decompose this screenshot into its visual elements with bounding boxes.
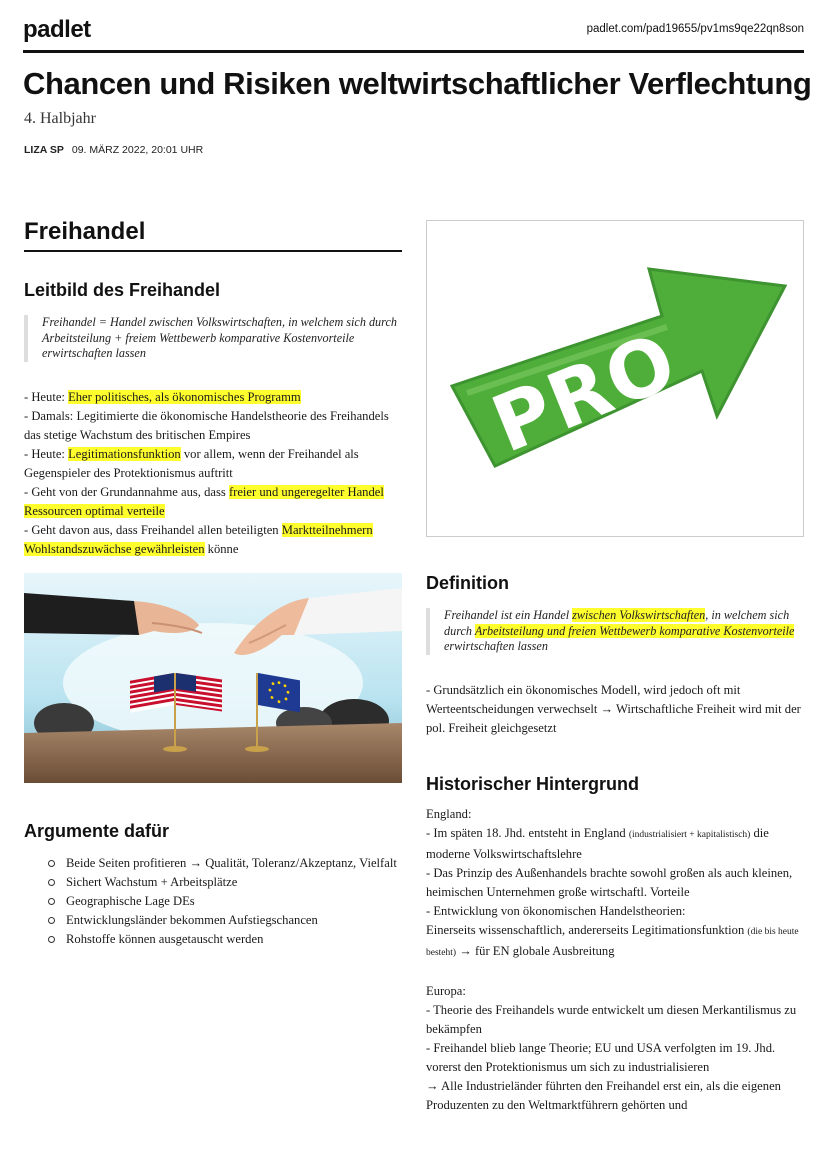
- page-title: Chancen und Risiken weltwirtschaftlicher Verflechtung: [23, 66, 812, 101]
- historisch-line: - Das Prinzip des Außenhandels brachte sowohl großen als auch kleinen, heimischen Unternehmen große wirtschaftl. Vorteile: [426, 865, 793, 899]
- highlight: Arbeitsteilung und freien Wettbewerb komparative Kostenvorteile: [474, 623, 795, 638]
- definition-text: - Grundsätzlich ein ökonomisches Modell, wird jedoch oft mit Werteentscheidungen verwechselt → Wirtschaftliche Freiheit wird mit der pol. Freiheit gleichgesetzt: [426, 682, 801, 735]
- post-meta: [24, 144, 203, 156]
- highlight: Legitimationsfunktion: [68, 446, 181, 461]
- historisch-line: - Im späten 18. Jhd. entsteht in England (industrialisiert + kapitalistisch) die moderne Volkswirtschaftslehre: [426, 825, 769, 861]
- handshake-illustration: [24, 573, 402, 783]
- historisch-line: England:: [426, 806, 472, 821]
- heading-argumente: Argumente dafür: [24, 820, 170, 841]
- historisch-line: - Theorie des Freihandels wurde entwickelt um diesen Merkantilismus zu bekämpfen: [426, 1002, 797, 1036]
- argumente-list: [24, 854, 402, 949]
- leitbild-line: - Damals: Legitimierte die ökonomische Handelstheorie des Freihandels das stetige Wachstum des britischen Empires: [24, 408, 389, 442]
- page-url[interactable]: padlet.com/pad19655/pv1ms9qe22qn8son: [586, 23, 804, 35]
- author-name: LIZA SP: [24, 144, 64, 156]
- heading-historisch: Historischer Hintergrund: [426, 773, 640, 794]
- leitbild-quote: Freihandel = Handel zwischen Volkswirtschaften, in welchem sich durch Arbeitsteilung + freiem Wettbewerb komparative Kostenvorteile erwirtschaften lassen: [24, 315, 402, 362]
- small-note: (die bis heute besteht): [426, 926, 799, 958]
- heading-leitbild: Leitbild des Freihandel: [24, 280, 221, 300]
- page-subtitle: 4. Halbjahr: [24, 110, 96, 127]
- leitbild-line: - Heute: Eher politisches, als ökonomisches Programm: [24, 389, 301, 404]
- list-item: Geographische Lage DEs: [48, 892, 402, 911]
- left-column: [24, 218, 402, 949]
- historisch-line: - Freihandel blieb lange Theorie; EU und USA verfolgten im 19. Jhd. vorerst den Protektionismus um sich zu industrialisieren: [426, 1040, 776, 1074]
- historisch-line: - Entwicklung von ökonomischen Handelstheorien:: [426, 903, 686, 918]
- handshake-flags-image[interactable]: [24, 573, 402, 783]
- small-note: (industrialisiert + kapitalistisch): [628, 829, 751, 840]
- definition-quote: Freihandel ist ein Handel zwischen Volkswirtschaften, in welchem sich durch Arbeitsteilung und freien Wettbewerb komparative Kostenvorteile erwirtschaften lassen: [426, 608, 804, 655]
- historisch-line: Einerseits wissenschaftlich, andererseits Legitimationsfunktion (die bis heute besteht) → für EN globale Ausbreitung: [426, 922, 799, 958]
- historisch-line: → Alle Industrieländer führten den Freihandel erst ein, als die eigenen Produzenten zu den Weltmarktführern gehörten und: [426, 1078, 781, 1112]
- list-item: Entwicklungsländer bekommen Aufstiegschancen: [48, 911, 402, 930]
- highlight: zwischen Volkswirtschaften: [572, 608, 706, 622]
- list-item: Beide Seiten profitieren → Qualität, Toleranz/Akzeptanz, Vielfalt: [48, 854, 402, 873]
- pro-arrow-image[interactable]: [426, 220, 804, 537]
- pro-arrow-illustration: [427, 221, 803, 536]
- leitbild-text: [24, 388, 402, 559]
- header-divider: [23, 50, 804, 53]
- post-date: 09. MÄRZ 2022, 20:01 UHR: [71, 144, 204, 156]
- list-item: Sichert Wachstum + Arbeitsplätze: [48, 873, 402, 892]
- highlight: freier und ungeregelter Handel Ressourcen optimal verteile: [24, 484, 384, 518]
- highlight: Marktteilnehmern Wohlstandszuwächse gewährleisten: [24, 522, 373, 556]
- section-title-freihandel: Freihandel: [24, 218, 402, 252]
- pro-label: PRO: [480, 316, 690, 471]
- padlet-logo[interactable]: padlet: [23, 16, 91, 43]
- historisch-line: Europa:: [426, 983, 466, 998]
- highlight: Eher politisches, als ökonomisches Programm: [68, 389, 301, 404]
- historisch-text: [426, 805, 804, 1115]
- right-column: [426, 218, 804, 1115]
- list-item: Rohstoffe können ausgetauscht werden: [48, 930, 402, 949]
- leitbild-line: - Heute: Legitimationsfunktion vor allem, wenn der Freihandel als Gegenspieler des Protektionismus auftritt: [24, 446, 359, 480]
- heading-definition: Definition: [426, 573, 509, 593]
- leitbild-line: - Geht von der Grundannahme aus, dass freier und ungeregelter Handel Ressourcen optimal verteile: [24, 484, 384, 518]
- leitbild-line: - Geht davon aus, dass Freihandel allen beteiligten Marktteilnehmern Wohlstandszuwächse gewährleisten könne: [24, 522, 373, 556]
